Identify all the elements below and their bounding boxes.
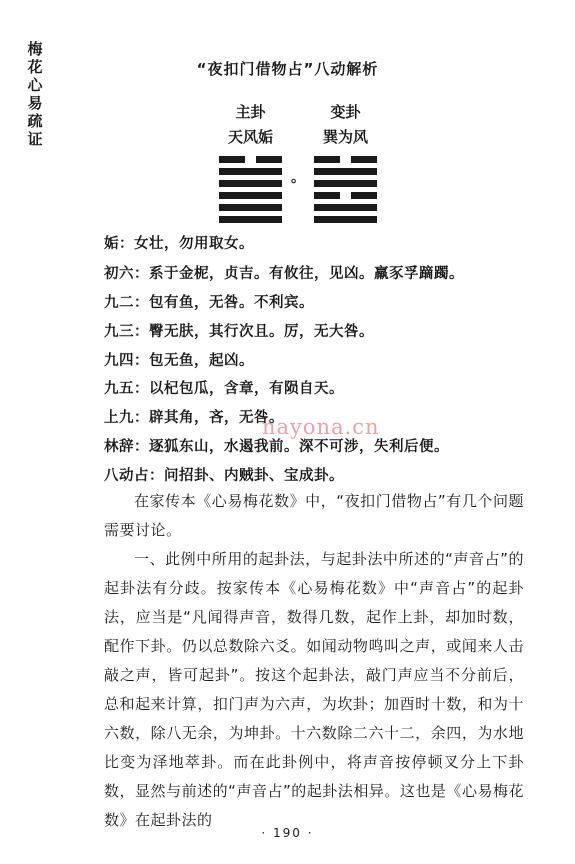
yin-line: [314, 156, 377, 163]
yang-line: [219, 192, 282, 199]
main-hexagram-figure: [219, 156, 282, 228]
yang-line: [314, 180, 377, 187]
yin-line: [314, 192, 377, 199]
main-hexagram-name: 天风姤: [227, 128, 273, 146]
verse-line: 林辞：逐狐东山，水遏我前。深不可涉，失利后便。: [104, 439, 449, 455]
verse-line: 初六：系于金柅，贞吉。有攸往，见凶。羸豕孚蹢躅。: [104, 266, 464, 282]
hexagram-separator: 。: [291, 170, 305, 186]
verse-line: 八动占：问招卦、内贼卦、宝成卦。: [104, 468, 344, 484]
verse-line: 上九：辟其角，吝，无咎。: [104, 410, 284, 426]
body-text: [104, 487, 524, 835]
page-number: · 190 ·: [261, 826, 314, 840]
paragraph: 一、此例中所用的起卦法，与起卦法中所述的“声音占”的起卦法有分歧。按家传本《心易梅花数》中“声音占”的起卦法，应当是“凡闻得声音，数得几数，起作上卦，却加时数，配作下卦。仍以总数除六爻。如闻动物鸣叫之声，或闻来人击敲之声，皆可起卦”。按这个起卦法，敲门声应当不分前后，总和起来计算，扣门声为六声，为坎卦；加酉时十数，和为十六数，除八无余，为坤卦。十六数除二六十二，余四，为水地比变为泽地萃卦。而在此卦例中，将声音按停顿叉分上下卦数，显然与前述的“声音占”的起卦法相异。这也是《心易梅花数》在起卦法的: [104, 550, 524, 829]
main-hexagram-role: 主卦: [235, 103, 266, 121]
yang-line: [314, 204, 377, 211]
page-title: “夜扣门借物占”八动解析: [196, 60, 379, 78]
paragraph: 在家传本《心易梅花数》中，“夜扣门借物占”有几个问题需要讨论。: [104, 492, 524, 539]
watermark: nayona.cn: [262, 415, 380, 439]
yin-line: [219, 156, 282, 163]
verse-line: 九三：臀无肤，其行次且。厉，无大咎。: [104, 324, 374, 340]
verse-line: 姤：女壮，勿用取女。: [104, 236, 254, 252]
verse-line: 九五：以杞包瓜，含章，有陨自天。: [104, 381, 344, 397]
yang-line: [314, 216, 377, 223]
verse-line: 九二：包有鱼，无咎。不利宾。: [104, 295, 314, 311]
yang-line: [219, 168, 282, 175]
yang-line: [219, 216, 282, 223]
yang-line: [219, 204, 282, 211]
yang-line: [219, 180, 282, 187]
running-head: 梅花心易疏证: [27, 40, 43, 148]
changed-hexagram-name: 巽为风: [322, 128, 368, 146]
verse-line: 九四：包无鱼，起凶。: [104, 353, 254, 369]
changed-hexagram-figure: [314, 156, 377, 228]
yang-line: [314, 168, 377, 175]
changed-hexagram-role: 变卦: [330, 103, 361, 121]
